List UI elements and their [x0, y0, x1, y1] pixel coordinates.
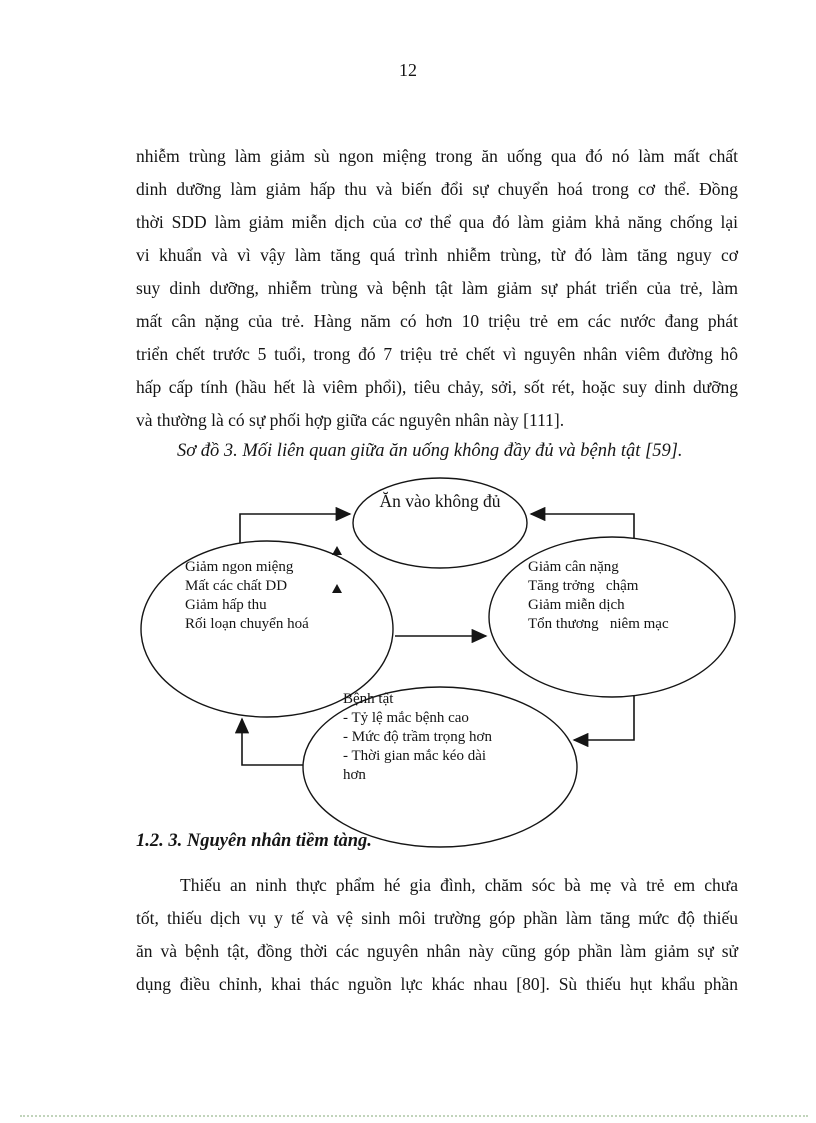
text-line: triển chết trước 5 tuổi, trong đó 7 triệu trẻ chết vì nguyên nhân viêm đường hô [136, 344, 738, 364]
section-heading: 1.2. 3. Nguyên nhân tiềm tàng. [136, 831, 372, 851]
text-line: suy dinh dưỡng, nhiễm trùng và bệnh tật làm giảm sự phát triển của trẻ, làm [136, 278, 738, 298]
node-appetite-loss [185, 558, 309, 634]
paragraph-causes [136, 869, 738, 1001]
text-line: vi khuẩn và vì vậy làm tăng quá trình nhiễm trùng, từ đó làm tăng nguy cơ [136, 245, 738, 265]
relationship-diagram [130, 470, 750, 866]
diagram-shapes [130, 470, 750, 866]
text-line: nhiễm trùng làm giảm sù ngon miệng trong ăn uống qua đó nó làm mất chất [136, 146, 738, 166]
text-line: - Thời gian mắc kéo dài [343, 748, 487, 764]
text-line: - Tỷ lệ mắc bệnh cao [343, 710, 469, 726]
text-line: ăn và bệnh tật, đồng thời các nguyên nhân này cũng góp phần làm giảm sự sử [136, 941, 738, 961]
text-line: thời SDD làm giảm miễn dịch của cơ thể qua đó làm giảm khả năng chống lại [136, 212, 738, 232]
arrow-right-to-bottom [574, 696, 634, 740]
node-insufficient-intake [353, 490, 527, 513]
triangle-mark-1 [332, 546, 342, 555]
text-line: - Mức độ trầm trọng hơn [343, 729, 492, 745]
text-line: Tổn thương niêm mạc [528, 616, 669, 632]
node-weight-loss [528, 558, 669, 634]
footer-dotted-line [20, 1115, 808, 1117]
text-line: Giảm cân nặng [528, 559, 619, 575]
text-line: tốt, thiếu dịch vụ y tế và vệ sinh môi trường góp phần làm tăng mức độ thiếu [136, 908, 738, 928]
text-line: mất cân nặng của trẻ. Hàng năm có hơn 10 triệu trẻ em các nước đang phát [136, 311, 738, 331]
text-line: Giảm ngon miệng [185, 559, 294, 575]
text-line: dinh dưỡng làm giảm hấp thu và biến đổi sự chuyển hoá trong cơ thể. Đồng [136, 179, 738, 199]
text-line: dụng điều chỉnh, khai thác nguồn lực khác nhau [80]. Sù thiếu hụt khẩu phần [136, 974, 738, 994]
figure-caption: Sơ đồ 3. Mối liên quan giữa ăn uống không đầy đủ và bệnh tật [59]. [177, 441, 683, 461]
paragraph-intro [136, 140, 738, 437]
arrow-right-to-top [531, 514, 634, 538]
page-number: 12 [399, 60, 417, 80]
text-line: Rối loạn chuyển hoá [185, 616, 309, 632]
text-line: Giảm hấp thu [185, 597, 267, 613]
arrow-bottom-to-left [242, 719, 303, 765]
text-line: hơn [343, 767, 366, 783]
text-line: Mất các chất DD [185, 578, 288, 594]
text-line: và thường là có sự phối hợp giữa các nguyên nhân này [111]. [136, 410, 565, 430]
text-line: Thiếu an ninh thực phẩm hé gia đình, chăm sóc bà mẹ và trẻ em chưa [180, 875, 738, 895]
arrow-left-to-top [240, 514, 350, 543]
node-disease [343, 690, 492, 785]
text-line: Tăng trởng chậm [528, 578, 639, 594]
text-line: Ăn vào không đủ [379, 491, 501, 511]
text-line: hấp cấp tính (hầu hết là viêm phổi), tiêu chảy, sởi, sốt rét, hoặc suy dinh dưỡng [136, 377, 738, 397]
text-line: Giảm miễn dịch [528, 597, 625, 613]
text-line: Bệnh tật [343, 691, 394, 707]
